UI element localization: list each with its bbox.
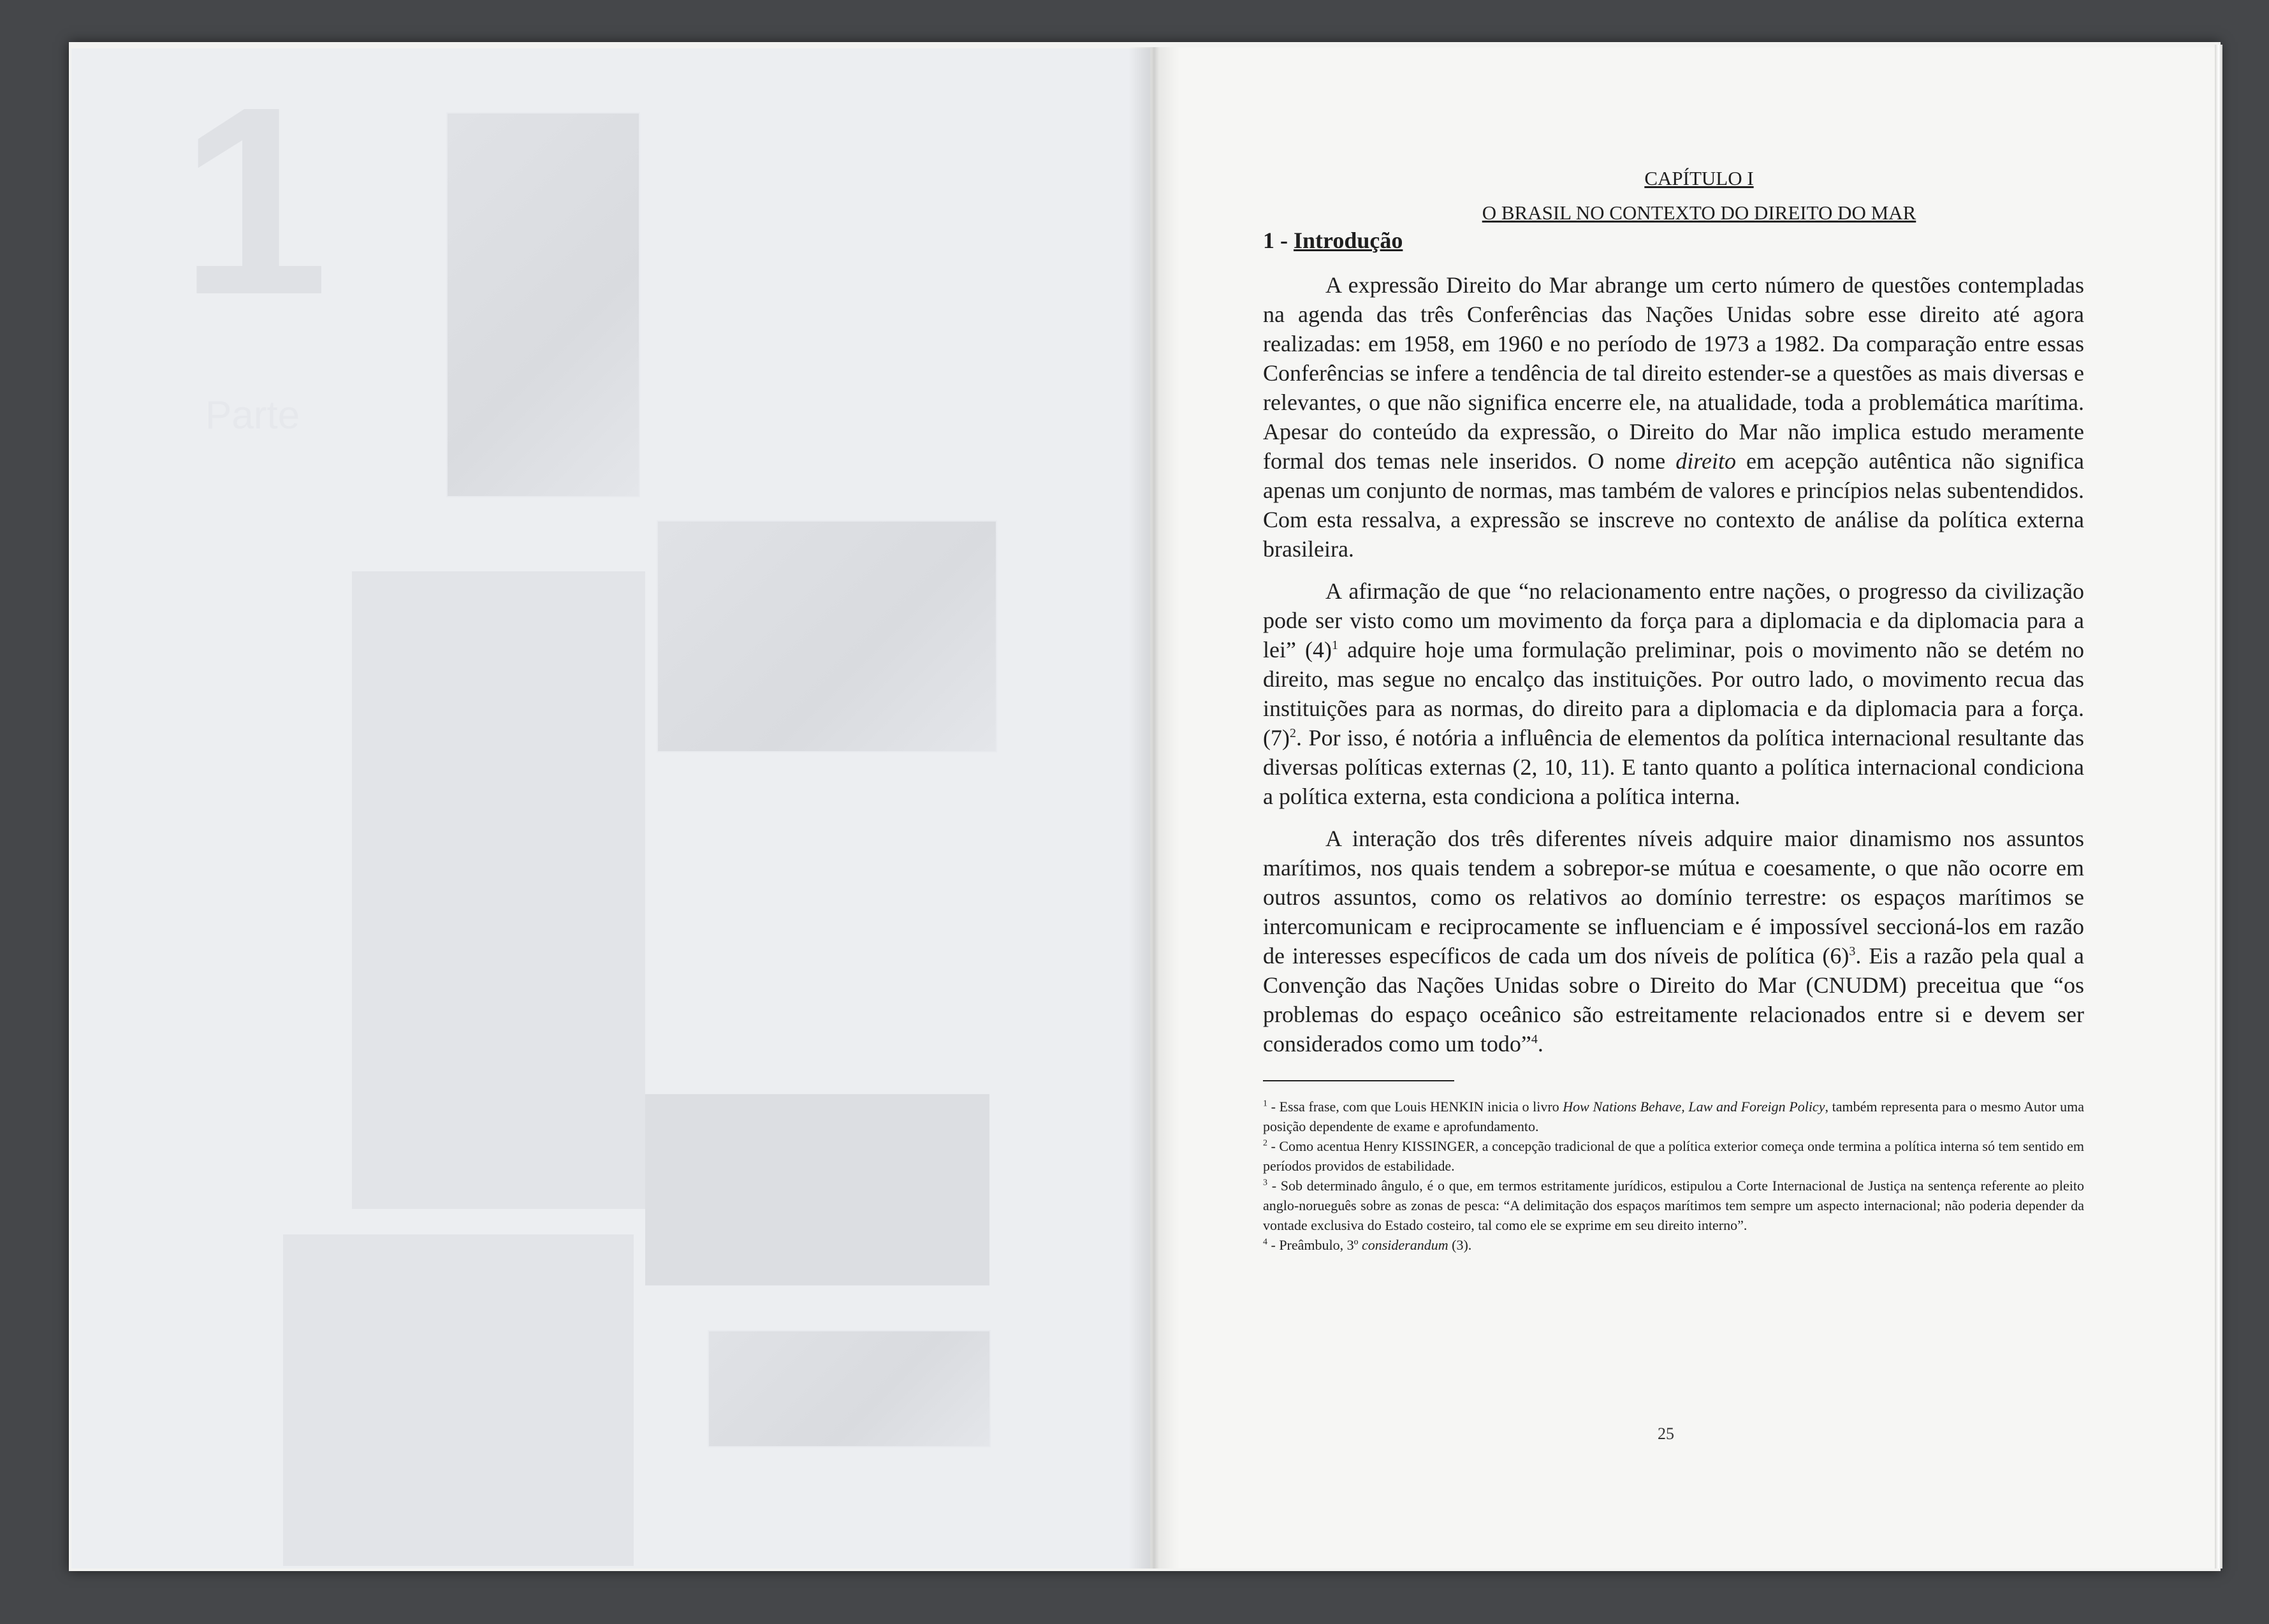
show-through-parte-label: Parte xyxy=(205,393,300,437)
paragraph-text: . Eis a razão pela qual a Convenção das Nações Unidas sobre o Direito do Mar (CNUDM) preceitua que “os problemas do espaço oceânico são estreitamente relacionados entre si e devem ser considerados como um todo” xyxy=(1263,943,2084,1057)
section-title: Introdução xyxy=(1294,228,1403,253)
chapter-subtitle: O BRASIL NO CONTEXTO DO DIREITO DO MAR xyxy=(1482,201,1916,224)
footnote-text: - Preâmbulo, 3º xyxy=(1267,1237,1362,1253)
footnote-divider xyxy=(1263,1080,1454,1081)
footnote-text: - Sob determinado ângulo, é o que, em termos estritamente jurídicos, estipulou a Corte Internacional de Justiça na sentença referente ao pleito anglo-norueguês sobre as zonas de pesca: “A delimitação dos espaços marítimos tem sempre um aspecto internacional; não poderia depender da vontade exclusiva do Estado costeiro, tal como ele se exprime em seu direito interno”. xyxy=(1263,1178,2084,1233)
footnote-ref: 2 xyxy=(1289,726,1296,740)
show-through-block xyxy=(283,1234,634,1566)
section-number: 1 - xyxy=(1263,228,1288,253)
paragraph-text: adquire hoje uma formulação preliminar, pois o movimento não se detém no direito, mas segue no encalço das instituições. Por outro lado, o movimento recua das instituições para as normas, do direito para a diplomacia e da diplomacia para a força. (7) xyxy=(1263,637,2084,750)
show-through-photo xyxy=(657,520,997,752)
footnote-text: , também representa para o mesmo Autor uma posição dependente de exame e aprofundamento. xyxy=(1263,1099,2084,1134)
section-heading xyxy=(1263,226,2084,255)
footnote-text: - Como acentua Henry KISSINGER, a concepção tradicional de que a política exterior começa onde termina a política interna só tem sentido em períodos providos de estabilidade. xyxy=(1263,1138,2084,1174)
page-number: 25 xyxy=(1658,1424,1674,1443)
footnote-number: 1 xyxy=(1263,1099,1267,1109)
footnote-emphasis: considerandum xyxy=(1361,1237,1448,1253)
page-edge xyxy=(2215,45,2222,1569)
paragraph-text: . Por isso, é notória a influência de elementos da política internacional resultante das diversas políticas externas (2, 10, 11). E tanto quanto a política internacional condiciona a política externa, esta condiciona a política interna. xyxy=(1263,725,2084,809)
page-content xyxy=(1263,166,2084,1255)
left-page xyxy=(71,48,1150,1569)
show-through-photo xyxy=(446,112,640,497)
book-spine-shadow xyxy=(1128,47,1179,1569)
footnote xyxy=(1263,1097,2084,1136)
emphasis-text: direito xyxy=(1675,448,1736,474)
paragraph xyxy=(1263,270,2084,564)
paragraph-text: em acepção autêntica não significa apenas um conjunto de normas, mas também de valores e princípios nelas subentendidos. Com esta ressalva, a expressão se inscreve no contexto de análise da política externa brasileira. xyxy=(1263,448,2085,562)
footnote xyxy=(1263,1176,2084,1235)
footnote-number: 4 xyxy=(1263,1237,1267,1247)
show-through-photo xyxy=(708,1330,991,1447)
footnote xyxy=(1263,1136,2084,1176)
paragraph-text: A expressão Direito do Mar abrange um certo número de questões contempladas na agenda das três Conferências das Nações Unidas sobre esse direito até agora realizadas: em 1958, em 1960 e no período de 1973 a 1982. Da comparação entre essas Conferências se infere a tendência de tal direito estender-se a questões as mais diversas e relevantes, o que não significa encerre ele, na atualidade, toda a problemática marítima. Apesar do conteúdo da expressão, o Direito do Mar não implica estudo meramente formal dos temas nele inseridos. O nome xyxy=(1263,272,2084,474)
footnote-emphasis: How Nations Behave, Law and Foreign Policy xyxy=(1563,1099,1825,1115)
paragraph-text: A interação dos três diferentes níveis adquire maior dinamismo nos assuntos marítimos, nos quais tendem a sobrepor-se mútua e coesamente, o que não ocorre em outros assuntos, como os relativos ao domínio terrestre: os espaços marítimos se intercomunicam e reciprocamente se influenciam e é impossível seccioná-los em razão de interesses específicos de cada um dos níveis de política (6) xyxy=(1263,826,2084,969)
footnote-ref: 3 xyxy=(1849,944,1856,958)
footnote-number: 3 xyxy=(1263,1178,1267,1188)
paragraph-text: A afirmação de que “no relacionamento entre nações, o progresso da civilização pode ser visto como um movimento da força para a diplomacia e da diplomacia para a lei” (4) xyxy=(1263,578,2084,662)
show-through-photo xyxy=(645,1094,989,1285)
show-through-block xyxy=(352,571,645,1209)
chapter-title: CAPÍTULO I xyxy=(1644,167,1754,189)
paragraph-text: . xyxy=(1537,1031,1543,1057)
paragraph xyxy=(1263,824,2084,1058)
footnote-ref: 4 xyxy=(1531,1032,1538,1046)
footnote-text: (3). xyxy=(1448,1237,1472,1253)
footnote-number: 2 xyxy=(1263,1138,1267,1148)
paragraph xyxy=(1263,576,2084,811)
show-through-part-number: 1 xyxy=(180,52,329,351)
footnote-text: - Essa frase, com que Louis HENKIN inicia o livro xyxy=(1267,1099,1563,1115)
footnote xyxy=(1263,1235,2084,1255)
footnote-ref: 1 xyxy=(1332,638,1338,652)
